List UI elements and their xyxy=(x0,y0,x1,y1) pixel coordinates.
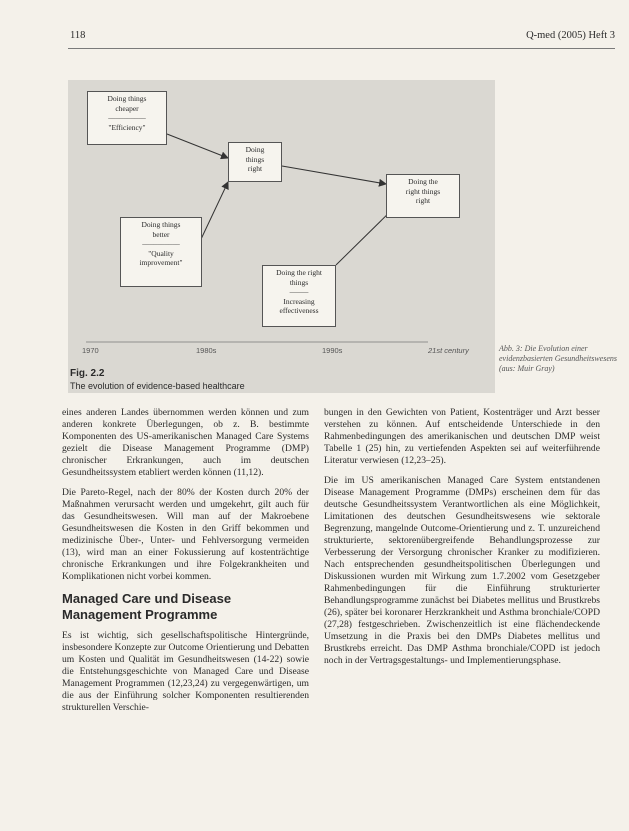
paragraph: Die im US amerikanischen Managed Care System entstandenen Disease Management Programme (DMPs) erscheinen dem für das deutsche Gesundheitssystem Verantwortlichen als eine Möglichkeit, Limitationen des deutschen Gesundheitswesens wie sektorale Begrenzung, mangelnde Outcome-Orientierung und z. T. unzureichend strukturierte, sektorenübergreifende Behandlungsprozesse zur Verbesserung der Versorgung chronischer Kranker zu modifizieren. Nach entsprechenden gesundheitspolitischen Überlegungen und Diskussionen wurden mit Wirkung zum 1.7.2002 vom Gesetzgeber Rahmenbedingungen für die Einführung strukturierter Behandlungsprogramme zunächst bei Diabetes mellitus und Brustkrebs (26), später bei koronarer Herzkrankheit und Asthma bronchiale/COPD (27,28) festgeschrieben. Zwischenzeitlich ist eine flächendeckende Umsetzung in die Praxis bei den DMPs Diabetes mellitus und Brustkrebs erreicht. Das DMP Asthma bronchiale/COPD ist jedoch noch in der Vertragsgestaltungs- und Implementierungsphase. xyxy=(324,475,600,666)
journal-reference: Q-med (2005) Heft 3 xyxy=(526,30,615,41)
side-caption xyxy=(499,344,619,374)
page-number: 118 xyxy=(70,30,86,41)
paragraph: Die Pareto-Regel, nach der 80% der Kosten durch 20% der Maßnahmen verursacht werden und umgekehrt, gilt auch für das Gesundheitswesen. Will man auf der Makroebene Gesundheitswesen die Kosten in den Griff bekommen und medizinische Über-, Unter- und Fehlversorgung vermeiden (13), wird man an einer Fokussierung auf kostenträchtige chronische Erkrankungen und ihre Folgekrankheiten und Komplikationen nicht vorbei kommen. xyxy=(62,487,309,582)
figure-number: Fig. 2.2 xyxy=(70,368,105,379)
box-doing-things-cheaper: Doing things cheaper –––––––––– "Efficiency" xyxy=(87,91,167,145)
figure-caption: The evolution of evidence-based healthcare xyxy=(70,381,245,391)
body-column-right xyxy=(324,407,600,675)
body-column-left xyxy=(62,407,309,722)
axis-label-21st-century: 21st century xyxy=(428,346,469,355)
paragraph: eines anderen Landes übernommen werden können und zum anderen konkrete Überlegungen, ob z. B. bestimmte Komponenten des US-amerikanischen Managed Care Systems gezielt die Disease Management Programme (DMP) chronischer Erkrankungen, auch im deutschen Gesundheitssystem etabliert werden können (11,12). xyxy=(62,407,309,478)
axis-label-1970: 1970 xyxy=(82,346,99,355)
section-heading: Managed Care und Disease Management Programme xyxy=(62,591,232,622)
box-doing-things-better: Doing things better –––––––––– "Quality improvement" xyxy=(120,217,202,287)
paragraph: bungen in den Gewichten von Patient, Kostenträger und Arzt besser verstehen zu können. Auf entscheidende Unterschiede in den Rahmenbedingungen des amerikanischen und deutschen DMP weist Tabelle 1 (25) hin, zu vertiefenden Aspekten sei auf weiterführende Literatur verwiesen (12,23–25). xyxy=(324,407,600,466)
side-caption-label: Abb. 3: xyxy=(499,344,523,353)
box-doing-things-right: Doing things right xyxy=(228,142,282,182)
box-doing-the-right-things: Doing the right things ––––– Increasing effectiveness xyxy=(262,265,336,327)
arrow-right-to-right-things xyxy=(282,166,386,184)
paragraph: Es ist wichtig, sich gesellschaftspolitische Hintergründe, insbesondere Konzepte zur Outcome Orientierung und Debatten um Kosten und Qualität im Gesundheitswesen (14-22) sowie die Entstehungsgeschichte von Managed Care und Disease Management Programmen (12,23,24) zu vergegenwärtigen, um die aus der Einführung solcher Komponenten resultierenden strukturellen Verschie- xyxy=(62,630,309,713)
arrow-cheaper-to-right xyxy=(167,134,228,158)
box-doing-right-things-right: Doing the right things right xyxy=(386,174,460,218)
figure-panel xyxy=(68,80,495,393)
header-rule xyxy=(68,48,615,49)
axis-label-1990s: 1990s xyxy=(322,346,343,355)
page-header xyxy=(68,30,615,44)
side-caption-text: Die Evolution einer evidenzbasierten Gesundheitswesens (aus: Muir Gray) xyxy=(499,344,617,373)
axis-label-1980s: 1980s xyxy=(196,346,217,355)
